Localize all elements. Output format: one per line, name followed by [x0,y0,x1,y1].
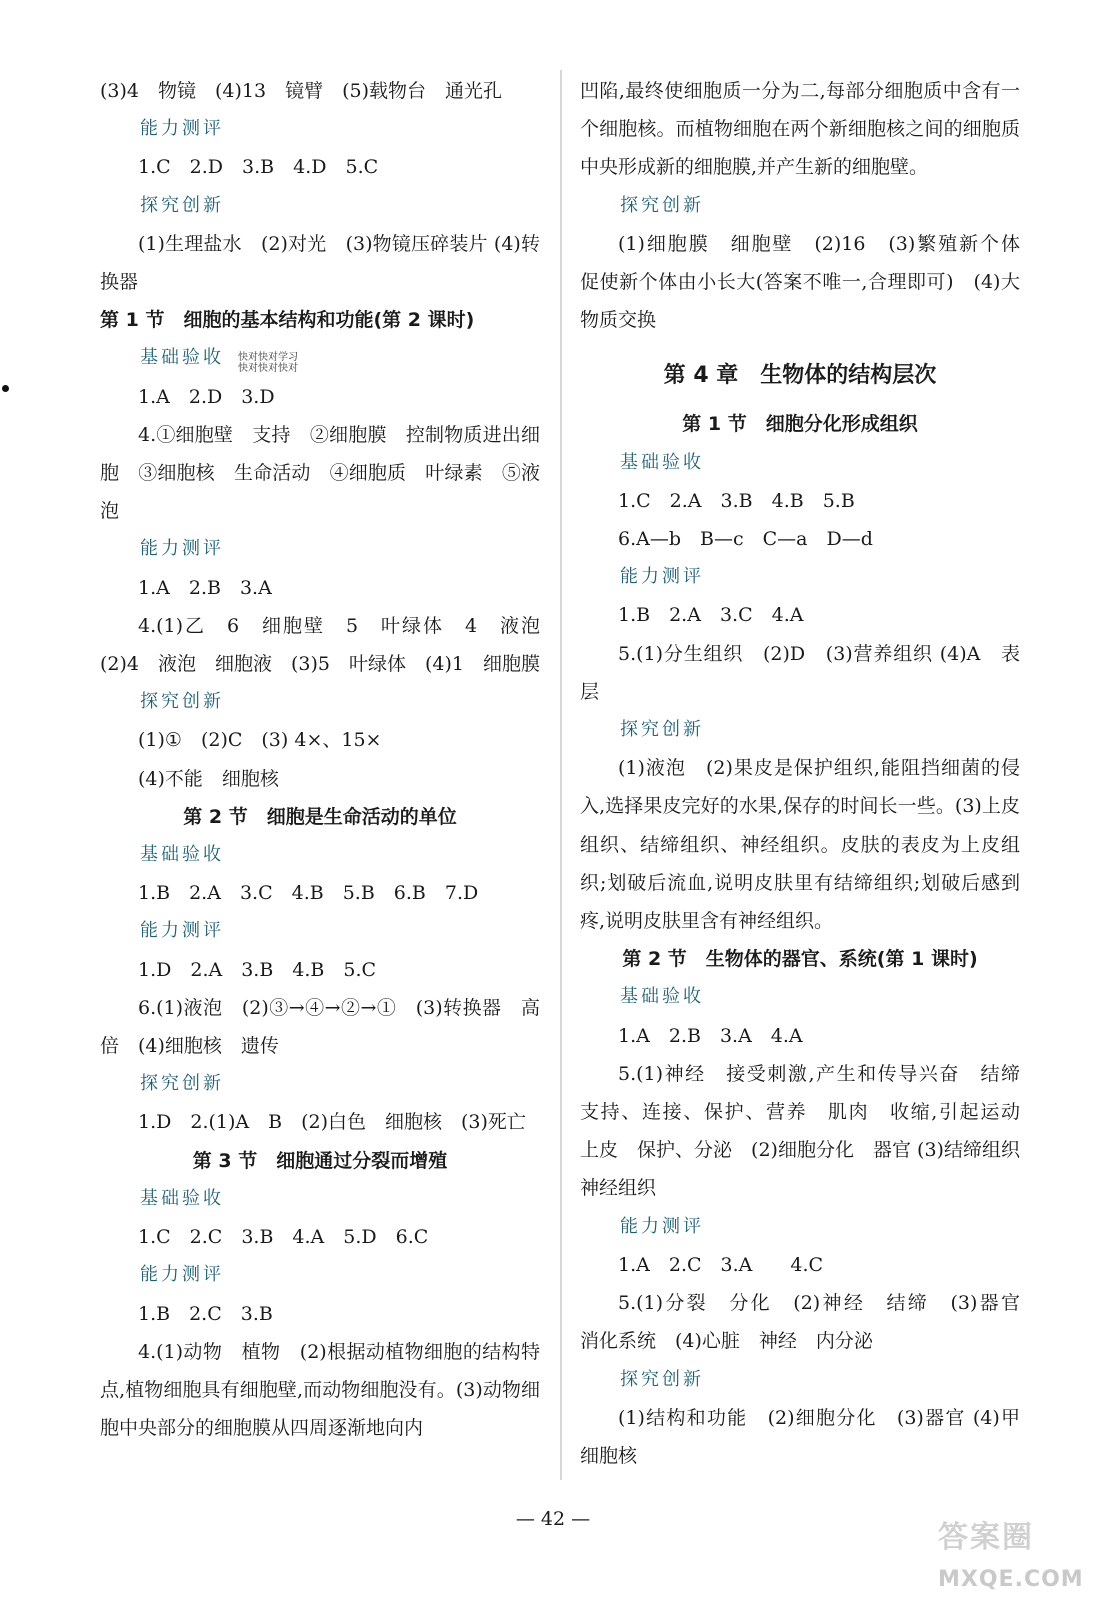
handwritten-scribble [238,352,298,374]
answer-text: (1)生理盐水 (2)对光 (3)物镜压碎装片 (4)转换器 [100,232,540,294]
answer-text: 6.(1)液泡 (2)③→④→②→① (3)转换器 高倍 (4)细胞核 遗传 [100,996,540,1058]
subsection-label: 探究创新 [620,194,704,216]
column-divider [560,70,562,1480]
subsection-label: 基础验收 [140,347,224,369]
subsection-label: 能力测评 [140,1264,224,1286]
answer-text: 1.C 2.A 3.B 4.B 5.B [618,489,855,512]
answer-text: 1.C 2.D 3.B 4.D 5.C [138,156,379,179]
section-heading: 第 1 节 细胞分化形成组织 [682,413,918,436]
answer-text: 5.(1)分生组织 (2)D (3)营养组织 (4)A 表层 [580,642,1020,703]
subsection-label: 探究创新 [140,691,224,713]
answer-text: 5.(1)神经 接受刺激,产生和传导兴奋 结缔 支持、连接、保护、营养 肌肉 收缩,引起运动 上皮 保护、分泌 (2)细胞分化 器官 (3)结缔组织 神经组织 [580,1062,1040,1200]
subsection-label: 能力测评 [620,1215,704,1237]
subsection-label: 能力测评 [140,118,224,140]
answer-text: 1.C 2.C 3.B 4.A 5.D 6.C [138,1226,429,1249]
page-number: — 42 — [515,1508,591,1530]
subsection-label: 能力测评 [140,538,224,560]
margin-dot [2,385,9,392]
answer-text: (1)液泡 (2)果皮是保护组织,能阻挡细菌的侵入,选择果皮完好的水果,保存的时间长一些。(3)上皮组织、结缔组织、神经组织。皮肤的表皮为上皮组织;划破后流血,说明皮肤里有结缔组织;划破后感到疼,说明皮肤里含有神经组织。 [580,757,1020,933]
chapter-heading: 第 4 章 生物体的结构层次 [663,363,937,389]
section-heading: 第 1 节 细胞的基本结构和功能(第 2 课时) [100,309,475,332]
subsection-label: 探究创新 [620,719,704,741]
subsection-label: 基础验收 [140,1187,224,1209]
scribble-line: 快对快对快对 [238,363,298,374]
subsection-label: 探究创新 [620,1368,704,1390]
subsection-label: 能力测评 [140,920,224,942]
subsection-label: 探究创新 [140,1073,224,1095]
section-heading: 第 2 节 生物体的器官、系统(第 1 课时) [622,948,978,971]
answer-text: 5.(1)分裂 分化 (2)神经 结缔 (3)器官 消化系统 (4)心脏 神经 内分泌 [580,1292,1040,1353]
subsection-label: 基础验收 [620,451,704,473]
answer-text: (1)① (2)C (3) 4×、15× [138,729,382,752]
answer-text: 4.(1)动物 植物 (2)根据动植物细胞的结构特点,植物细胞具有细胞壁,而动物细胞没有。(3)动物细胞中央部分的细胞膜从四周逐渐地向内 [100,1340,540,1440]
answer-text: (1)细胞膜 细胞壁 (2)16 (3)繁殖新个体 促使新个体由小长大(答案不唯一,合理即可) (4)大 物质交换 [580,232,1040,332]
answer-text: (3)4 物镜 (4)13 镜臂 (5)载物台 通光孔 [100,80,503,102]
answer-text: 1.B 2.A 3.C 4.B 5.B 6.B 7.D [138,882,479,905]
answer-text: 4.①细胞壁 支持 ②细胞膜 控制物质进出细胞 ③细胞核 生命活动 ④细胞质 叶绿素 ⑤液泡 [100,423,540,523]
answer-text: 1.B 2.C 3.B [138,1302,273,1325]
scribble-line: 快对快对学习 [238,352,298,363]
right-column [580,72,1040,1475]
answer-text: 凹陷,最终使细胞质一分为二,每部分细胞质中含有一个细胞核。而植物细胞在两个新细胞核之间的细胞质中央形成新的细胞膜,并产生新的细胞壁。 [580,80,1020,179]
subsection-label: 基础验收 [620,986,704,1008]
answer-text: 6.A—b B—c C—a D—d [618,528,873,551]
section-heading: 第 3 节 细胞通过分裂而增殖 [192,1149,448,1172]
answer-text: 1.A 2.B 3.A 4.A [618,1024,803,1047]
answer-text: 1.A 2.C 3.A 4.C [618,1253,824,1276]
answer-text: 1.A 2.D 3.D [138,385,275,408]
watermark-text: MXQE.COM [938,1567,1084,1592]
answer-text: 1.D 2.(1)A B (2)白色 细胞核 (3)死亡 [138,1111,526,1134]
section-heading: 第 2 节 细胞是生命活动的单位 [183,805,457,828]
subsection-label: 探究创新 [140,194,224,216]
watermark [934,1512,1084,1592]
subsection-label: 能力测评 [620,566,704,588]
answer-text: 1.D 2.A 3.B 4.B 5.C [138,958,377,981]
answer-text: 4.(1)乙 6 细胞壁 5 叶绿体 4 液泡 (2)4 液泡 细胞液 (3)5 叶绿体 (4)1 细胞膜 [100,614,541,676]
answer-text: 1.B 2.A 3.C 4.A [618,604,804,627]
answer-text: 1.A 2.B 3.A [138,576,272,599]
answer-text: (1)结构和功能 (2)细胞分化 (3)器官 (4)甲 细胞核 [580,1406,1040,1467]
answer-text: (4)不能 细胞核 [138,767,279,790]
subsection-label: 基础验收 [140,844,224,866]
left-column [100,72,540,1447]
watermark-logo: 答案圈 [938,1520,1034,1555]
